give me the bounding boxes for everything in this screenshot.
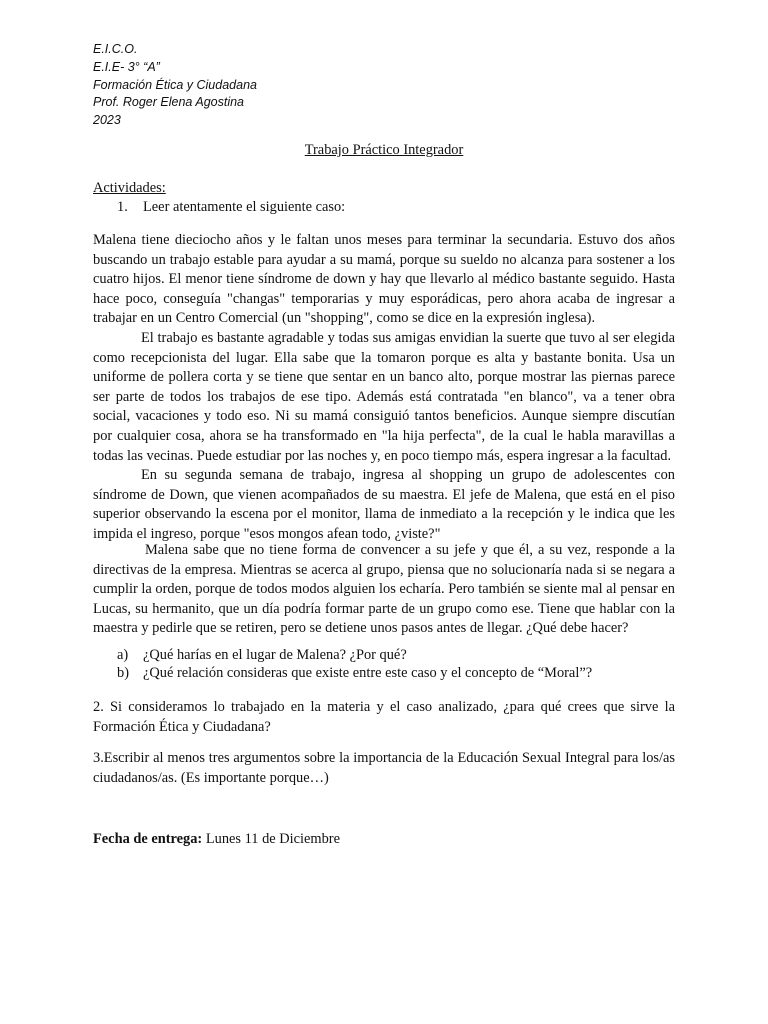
case-paragraph-4-block	[93, 541, 675, 639]
question-b	[117, 665, 592, 682]
due-date-label: Fecha de entrega:	[93, 831, 203, 847]
case-text	[93, 231, 675, 545]
course-name: E.I.E- 3° “A”	[93, 59, 160, 74]
case-paragraph-1: Malena tiene dieciocho años y le faltan unos meses para terminar la secundaria. Estuvo dos años buscando un trabajo estable para ayudar a su mamá, porque su sueldo no alcanza para sostener a los cuatro hijos. El menor tiene síndrome de down y hay que llevarlo al médico bastante seguido. Hasta hace poco, conseguía "changas" temporarias y muy esporádicas, pero ahora acaba de ingresar a trabajar en un Centro Comercial (un "shopping", como se dice en la expresión inglesa).	[93, 232, 675, 327]
question-a	[117, 647, 407, 664]
school-name: E.I.C.O.	[93, 42, 138, 56]
case-paragraph-4: Malena sabe que no tiene forma de convencer a su jefe y que él, a su vez, responde a la directivas de la empresa. Mientras se acerca al grupo, piensa que no solucionaría nada si se negara a cumplir la orden, porque de todos modos alguien los echaría. Pero también se siente mal al pensar en Lucas, su hermanito, que un día podría formar parte de un grupo como ese. Tiene que hablar con la maestra y pedirle que se retiren, pero se detiene unos pasos antes de llegar. ¿Qué debe hacer?	[93, 542, 675, 637]
activities-label: Actividades:	[93, 180, 166, 196]
case-paragraph-3: En su segunda semana de trabajo, ingresa al shopping un grupo de adolescentes con síndrome de Down, que vienen acompañados de su maestra. El jefe de Malena, que está en el piso superior observando la escena por el monitor, llama de inmediato a la recepción y le indica que les impida el ingreso, porque "esos mongos afean todo, ¿viste?"	[93, 467, 675, 542]
activity-item-1	[117, 199, 345, 216]
question-a-text: ¿Qué harías en el lugar de Malena? ¿Por qué?	[143, 647, 407, 663]
due-date-value: Lunes 11 de Diciembre	[205, 831, 340, 847]
question-a-marker: a)	[117, 647, 129, 663]
question-b-text: ¿Qué relación consideras que existe entre este caso y el concepto de “Moral”?	[143, 665, 593, 681]
activity-item-1-text: Leer atentamente el siguiente caso:	[143, 199, 346, 215]
document-header	[93, 41, 257, 130]
question-b-marker: b)	[117, 665, 129, 681]
due-date	[93, 831, 340, 848]
subject-name: Formación Ética y Ciudadana	[93, 77, 257, 92]
page-title: Trabajo Práctico Integrador	[304, 142, 464, 158]
case-paragraph-2: El trabajo es bastante agradable y todas sus amigas envidian la suerte que tuvo al ser elegida como recepcionista del lugar. Ella sabe que la tomaron porque es alta y bastante bonita. Usa un uniforme de pollera corta y se tiene que sentar en un banco alto, porque mostrar las piernas parece ser parte de todos los trabajos de ese tipo. Además está contratada "en blanco", va a tener obra social, vacaciones y todo eso. Ni su mamá consiguió tantos beneficios. Aunque siempre discutían por cualquier cosa, ahora se ha transformado en "la hija perfecta", de la cual le habla maravillas a todas las vecinas. Puede estudiar por las noches y, en poco tiempo más, espera ingresar a la facultad.	[93, 329, 675, 464]
item-2	[93, 698, 675, 737]
year: 2023	[93, 113, 121, 128]
activity-item-1-number: 1.	[117, 199, 128, 215]
item-3-text: 3.Escribir al menos tres argumentos sobre la importancia de la Educación Sexual Integral para los/as ciudadanos/as. (Es importante porque…)	[93, 750, 675, 786]
item-2-text: 2. Si consideramos lo trabajado en la materia y el caso analizado, ¿para qué crees que sirve la Formación Ética y Ciudadana?	[93, 699, 675, 735]
teacher-name: Prof. Roger Elena Agostina	[93, 95, 245, 110]
item-3	[93, 749, 675, 788]
